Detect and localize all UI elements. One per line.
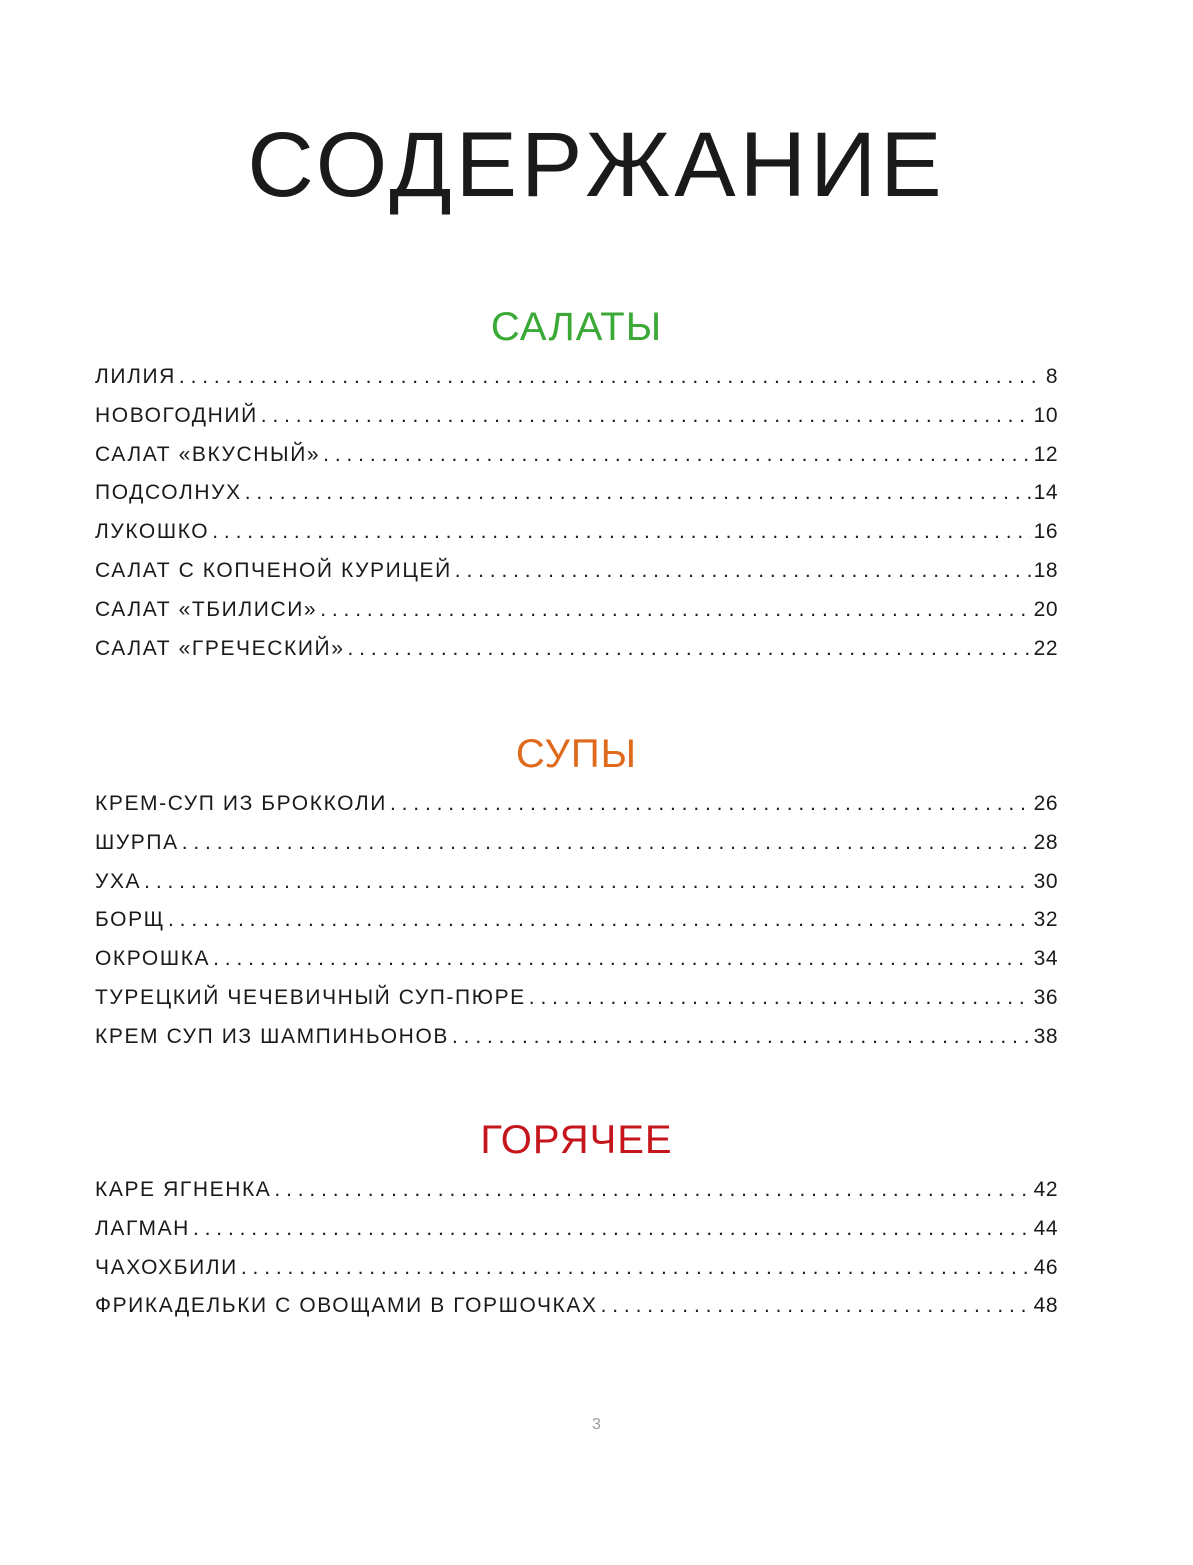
toc-entry-title: ЛИЛИЯ xyxy=(95,365,176,388)
toc-entry-page: 26 xyxy=(1033,792,1058,815)
toc-entry[interactable] xyxy=(95,863,1058,902)
toc-entry-page: 36 xyxy=(1033,985,1058,1009)
toc-entry-title: САЛАТ «ГРЕЧЕСКИЙ» xyxy=(95,636,345,660)
dot-leader xyxy=(601,1287,1031,1326)
dot-leader xyxy=(179,358,1043,397)
dot-leader xyxy=(212,513,1030,552)
toc-entry[interactable] xyxy=(95,1249,1058,1288)
toc-entry-page: 42 xyxy=(1033,1178,1058,1201)
toc-entry-page: 8 xyxy=(1045,365,1058,388)
toc-entry[interactable] xyxy=(95,824,1058,863)
section-hot-dishes xyxy=(95,1115,1058,1326)
toc-entry[interactable] xyxy=(95,1210,1058,1249)
toc-entry-title: УХА xyxy=(95,869,142,893)
toc-entry-title: ФРИКАДЕЛЬКИ С ОВОЩАМИ В ГОРШОЧКАХ xyxy=(95,1294,598,1318)
toc-entry[interactable] xyxy=(95,901,1058,940)
toc-entry-page: 38 xyxy=(1033,1024,1058,1048)
toc-entry-page: 34 xyxy=(1033,947,1058,971)
section-soups xyxy=(95,729,1058,1057)
dot-leader xyxy=(168,901,1031,940)
toc-entry[interactable] xyxy=(95,591,1058,630)
toc-entry[interactable] xyxy=(95,785,1058,824)
toc-entry-page: 22 xyxy=(1033,636,1058,660)
dot-leader xyxy=(213,940,1031,979)
toc-entry-page: 10 xyxy=(1033,403,1058,427)
dot-leader xyxy=(323,436,1030,475)
toc-entry-page: 18 xyxy=(1033,558,1058,582)
toc-entry-title: ЛУКОШКО xyxy=(95,520,210,544)
toc-entry[interactable] xyxy=(95,940,1058,979)
toc-entry-title: ТУРЕЦКИЙ ЧЕЧЕВИЧНЫЙ СУП-ПЮРЕ xyxy=(95,985,526,1009)
toc-entry-page: 30 xyxy=(1033,869,1058,893)
dot-leader xyxy=(452,1018,1031,1057)
toc-entry-title: ПОДСОЛНУХ xyxy=(95,481,242,505)
toc-entry-title: БОРЩ xyxy=(95,908,165,932)
toc-entry[interactable] xyxy=(95,358,1058,397)
toc-entry[interactable] xyxy=(95,436,1058,475)
dot-leader xyxy=(455,552,1031,591)
toc-entry-title: САЛАТ «ТБИЛИСИ» xyxy=(95,597,318,621)
dot-leader xyxy=(274,1171,1030,1210)
toc-entry[interactable] xyxy=(95,1171,1058,1210)
toc-entry-page: 14 xyxy=(1033,481,1058,505)
toc-entry-title: САЛАТ «ВКУСНЫЙ» xyxy=(95,442,321,466)
toc-entry[interactable] xyxy=(95,474,1058,513)
dot-leader xyxy=(390,785,1031,824)
toc-entry[interactable] xyxy=(95,1287,1058,1326)
toc-entry-title: ЧАХОХБИЛИ xyxy=(95,1255,238,1279)
toc-entry-page: 44 xyxy=(1033,1216,1058,1240)
toc-entry[interactable] xyxy=(95,979,1058,1018)
page-title: СОДЕРЖАНИЕ xyxy=(247,114,946,216)
dot-leader xyxy=(261,397,1031,436)
toc-entry[interactable] xyxy=(95,1018,1058,1057)
dot-leader xyxy=(182,824,1031,863)
toc-entry-page: 48 xyxy=(1033,1294,1058,1318)
toc-entry[interactable] xyxy=(95,552,1058,591)
dot-leader xyxy=(348,630,1031,669)
toc-entry-title: ШУРПА xyxy=(95,830,179,854)
dot-leader xyxy=(241,1249,1031,1288)
toc-entry-title: САЛАТ С КОПЧЕНОЙ КУРИЦЕЙ xyxy=(95,558,452,582)
toc-entry[interactable] xyxy=(95,630,1058,669)
dot-leader xyxy=(320,591,1030,630)
toc-entry-title: НОВОГОДНИЙ xyxy=(95,403,258,427)
toc-entry-title: КАРЕ ЯГНЕНКА xyxy=(95,1178,272,1201)
toc-entry-page: 46 xyxy=(1033,1255,1058,1279)
dot-leader xyxy=(529,979,1031,1018)
toc-entry-page: 16 xyxy=(1033,520,1058,544)
toc-entry-title: КРЕМ СУП ИЗ ШАМПИНЬОНОВ xyxy=(95,1024,449,1048)
toc-entry-title: КРЕМ-СУП ИЗ БРОККОЛИ xyxy=(95,792,387,815)
toc-entry[interactable] xyxy=(95,397,1058,436)
toc-entry[interactable] xyxy=(95,513,1058,552)
dot-leader xyxy=(144,863,1030,902)
dot-leader xyxy=(245,474,1031,513)
toc-entry-title: ОКРОШКА xyxy=(95,947,211,971)
dot-leader xyxy=(193,1210,1031,1249)
toc-entry-page: 12 xyxy=(1033,442,1058,466)
toc-entry-title: ЛАГМАН xyxy=(95,1216,190,1240)
section-heading-hot-dishes: ГОРЯЧЕЕ xyxy=(480,1118,673,1162)
page-number: 3 xyxy=(592,1416,601,1433)
toc-entry-page: 20 xyxy=(1033,597,1058,621)
toc-entry-page: 28 xyxy=(1033,830,1058,854)
section-heading-salads: САЛАТЫ xyxy=(490,305,663,349)
toc-entry-page: 32 xyxy=(1033,908,1058,932)
section-salads xyxy=(95,302,1058,668)
section-heading-soups: СУПЫ xyxy=(515,732,638,776)
